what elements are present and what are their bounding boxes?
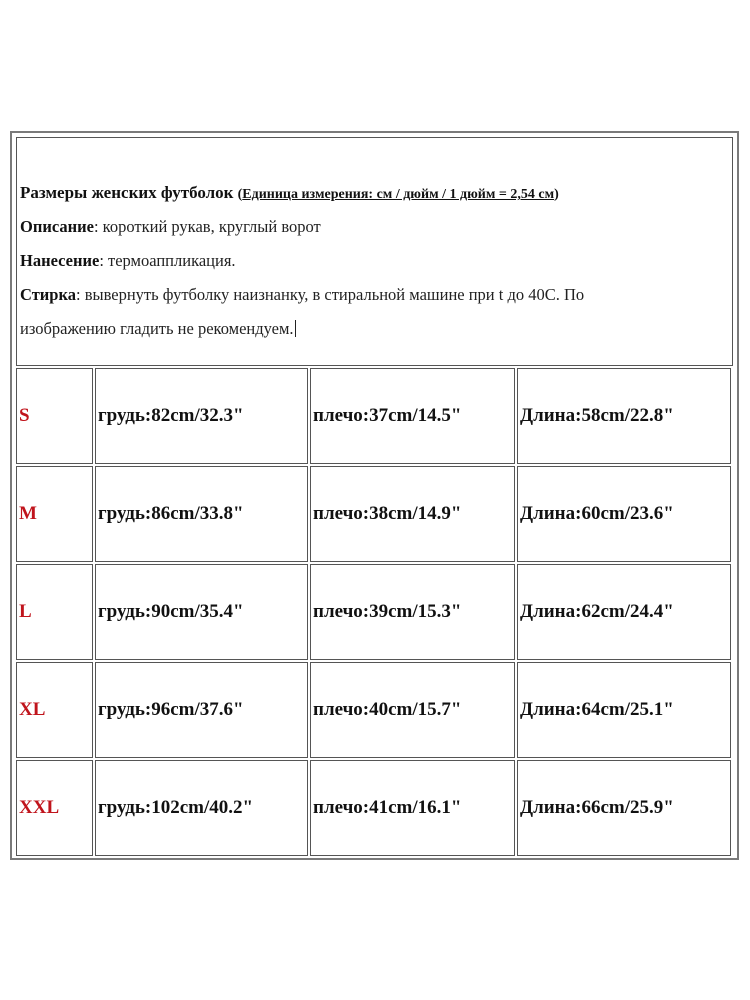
chest-cell: грудь:86cm/33.8": [95, 466, 308, 562]
size-label: M: [16, 466, 93, 562]
description-line: [20, 210, 732, 244]
shoulder-cell: плечо:37cm/14.5": [310, 368, 515, 464]
print-line: [20, 244, 732, 278]
size-label: S: [16, 368, 93, 464]
length-cell: Длина:58cm/22.8": [517, 368, 731, 464]
length-cell: Длина:66cm/25.9": [517, 760, 731, 856]
shoulder-cell: плечо:38cm/14.9": [310, 466, 515, 562]
wash-value-line1: : вывернуть футболку наизнанку, в стиральной машине при t до 40С. По: [76, 285, 585, 304]
chest-cell: грудь:102cm/40.2": [95, 760, 308, 856]
chest-cell: грудь:90cm/35.4": [95, 564, 308, 660]
length-cell: Длина:62cm/24.4": [517, 564, 731, 660]
shoulder-cell: плечо:40cm/15.7": [310, 662, 515, 758]
chest-cell: грудь:96cm/37.6": [95, 662, 308, 758]
text-cursor: [295, 320, 296, 337]
info-panel: [16, 137, 733, 366]
print-label: Нанесение: [20, 251, 100, 270]
length-cell: Длина:60cm/23.6": [517, 466, 731, 562]
wash-label: Стирка: [20, 285, 76, 304]
size-label: XXL: [16, 760, 93, 856]
shoulder-cell: плечо:39cm/15.3": [310, 564, 515, 660]
wash-line-2: [20, 312, 732, 346]
length-cell: Длина:64cm/25.1": [517, 662, 731, 758]
print-value: : термоаппликация.: [99, 251, 236, 270]
chest-cell: грудь:82cm/32.3": [95, 368, 308, 464]
size-chart-frame: [10, 131, 739, 860]
shoulder-cell: плечо:41cm/16.1": [310, 760, 515, 856]
wash-value-line2: изображению гладить не рекомендуем.: [20, 319, 294, 338]
size-label: XL: [16, 662, 93, 758]
size-label: L: [16, 564, 93, 660]
chart-title: Размеры женских футболок: [20, 183, 234, 202]
description-value: : короткий рукав, круглый ворот: [93, 217, 321, 236]
size-table: [16, 368, 733, 856]
description-label: Описание: [20, 217, 94, 236]
wash-line: [20, 278, 732, 312]
unit-note: Единица измерения: см / дюйм / 1 дюйм = 2,54 см: [242, 187, 555, 202]
title-line: Размеры женских футболок (Единица измерения: см / дюйм / 1 дюйм = 2,54 см): [20, 183, 559, 202]
